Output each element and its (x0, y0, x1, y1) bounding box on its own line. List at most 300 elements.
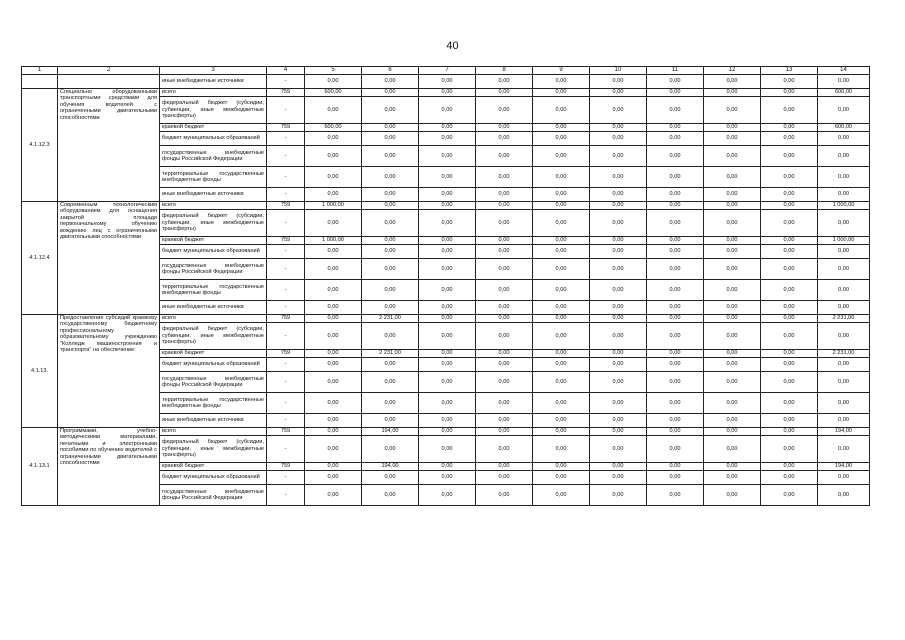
amount-cell: 0,00 (305, 414, 362, 428)
amount-cell: 0,00 (533, 372, 590, 393)
amount-cell: 0,00 (761, 463, 818, 471)
amount-cell: 0,00 (704, 132, 761, 146)
agency-code: - (267, 358, 305, 372)
amount-cell: 2 231,00 (362, 315, 419, 323)
amount-cell: 0,00 (647, 428, 704, 436)
amount-cell: 0,00 (761, 471, 818, 485)
amount-cell: 0,00 (533, 428, 590, 436)
funding-source: государственные внебюджетные фонды Российской Федерации (160, 485, 267, 506)
amount-cell: 0,00 (647, 463, 704, 471)
agency-code: 759 (267, 237, 305, 245)
amount-cell: 0,00 (761, 315, 818, 323)
amount-cell: 0,00 (761, 237, 818, 245)
amount-cell: 0,00 (590, 471, 647, 485)
amount-cell: 0,00 (419, 167, 476, 188)
funding-source: всего (160, 315, 267, 323)
amount-cell: 0,00 (419, 75, 476, 89)
amount-cell: 0,00 (419, 393, 476, 414)
amount-cell: 0,00 (476, 245, 533, 259)
amount-cell: 0,00 (362, 471, 419, 485)
amount-cell: 0,00 (533, 471, 590, 485)
amount-cell: 0,00 (533, 146, 590, 167)
amount-cell: 0,00 (362, 75, 419, 89)
agency-code: 759 (267, 350, 305, 358)
amount-cell: 0,00 (476, 132, 533, 146)
agency-code: - (267, 301, 305, 315)
amount-cell: 0,00 (761, 202, 818, 210)
amount-cell: 0,00 (362, 167, 419, 188)
amount-cell: 0,00 (590, 124, 647, 132)
column-number: 6 (362, 67, 419, 75)
amount-cell: 0,00 (704, 436, 761, 463)
amount-cell: 0,00 (647, 237, 704, 245)
amount-cell: 0,00 (647, 259, 704, 280)
amount-cell: 0,00 (647, 485, 704, 506)
amount-cell: 0,00 (362, 393, 419, 414)
funding-source: территориальные государственные внебюджетные фонды (160, 393, 267, 414)
item-code: 4.1.13.1 (22, 428, 58, 506)
column-number: 9 (533, 67, 590, 75)
table-row (22, 202, 870, 210)
funding-source: всего (160, 89, 267, 97)
amount-cell: 0,00 (419, 89, 476, 97)
amount-cell: 0,00 (533, 202, 590, 210)
amount-cell: 0,00 (533, 485, 590, 506)
column-number: 12 (704, 67, 761, 75)
funding-source: краевой бюджет (160, 124, 267, 132)
amount-cell: 0,00 (419, 146, 476, 167)
amount-cell: 0,00 (590, 245, 647, 259)
amount-cell: 0,00 (476, 350, 533, 358)
amount-cell: 0,00 (704, 259, 761, 280)
amount-cell: 0,00 (533, 301, 590, 315)
agency-code: - (267, 97, 305, 124)
amount-cell: 0,00 (647, 89, 704, 97)
funding-source: бюджет муниципальных образований (160, 245, 267, 259)
amount-cell: 0,00 (590, 358, 647, 372)
amount-cell: 0,00 (704, 237, 761, 245)
funding-source: иные внебюджетные источники (160, 188, 267, 202)
amount-cell: 0,00 (590, 414, 647, 428)
amount-cell: 0,00 (362, 97, 419, 124)
amount-cell: 0,00 (476, 436, 533, 463)
column-number: 11 (647, 67, 704, 75)
funding-source: территориальные государственные внебюджетные фонды (160, 280, 267, 301)
amount-cell: 0,00 (305, 75, 362, 89)
amount-cell: 0,00 (362, 146, 419, 167)
amount-cell: 0,00 (533, 210, 590, 237)
amount-cell: 0,00 (818, 97, 870, 124)
amount-cell: 0,00 (476, 259, 533, 280)
agency-code: - (267, 393, 305, 414)
amount-cell: 0,00 (761, 428, 818, 436)
agency-code: 759 (267, 428, 305, 436)
amount-cell: 0,00 (533, 350, 590, 358)
amount-cell: 0,00 (818, 414, 870, 428)
amount-cell: 0,00 (362, 414, 419, 428)
amount-cell: 0,00 (305, 259, 362, 280)
funding-source: бюджет муниципальных образований (160, 471, 267, 485)
funding-source: государственные внебюджетные фонды Российской Федерации (160, 372, 267, 393)
amount-cell: 0,00 (761, 350, 818, 358)
agency-code: 759 (267, 89, 305, 97)
amount-cell: 0,00 (647, 323, 704, 350)
amount-cell: 0,00 (704, 358, 761, 372)
amount-cell: 0,00 (761, 323, 818, 350)
amount-cell: 0,00 (590, 167, 647, 188)
amount-cell: 0,00 (704, 463, 761, 471)
agency-code: 759 (267, 202, 305, 210)
amount-cell: 0,00 (704, 97, 761, 124)
amount-cell: 0,00 (533, 393, 590, 414)
amount-cell: 0,00 (419, 436, 476, 463)
amount-cell: 0,00 (533, 259, 590, 280)
amount-cell: 0,00 (590, 485, 647, 506)
amount-cell: 0,00 (305, 210, 362, 237)
agency-code: 759 (267, 124, 305, 132)
amount-cell: 0,00 (761, 210, 818, 237)
amount-cell: 0,00 (476, 315, 533, 323)
agency-code: 759 (267, 463, 305, 471)
amount-cell: 0,00 (590, 132, 647, 146)
amount-cell: 0,00 (647, 280, 704, 301)
amount-cell: 0,00 (761, 280, 818, 301)
amount-cell: 600,00 (818, 124, 870, 132)
amount-cell: 0,00 (647, 436, 704, 463)
amount-cell: 0,00 (590, 436, 647, 463)
amount-cell: 0,00 (476, 202, 533, 210)
amount-cell: 0,00 (476, 414, 533, 428)
amount-cell: 0,00 (362, 280, 419, 301)
amount-cell: 0,00 (419, 315, 476, 323)
amount-cell: 0,00 (533, 237, 590, 245)
item-description: Современным технологическим оборудованием для оснащения закрытой площади первоначальному обучению вождению лиц с ограниченными двигательными способностями (58, 202, 160, 315)
amount-cell: 0,00 (419, 259, 476, 280)
amount-cell: 0,00 (476, 428, 533, 436)
amount-cell: 0,00 (704, 146, 761, 167)
amount-cell: 0,00 (419, 245, 476, 259)
amount-cell: 0,00 (818, 259, 870, 280)
amount-cell: 0,00 (419, 132, 476, 146)
amount-cell: 0,00 (362, 202, 419, 210)
amount-cell: 0,00 (419, 280, 476, 301)
funding-source: иные внебюджетные источники (160, 301, 267, 315)
amount-cell: 0,00 (419, 485, 476, 506)
amount-cell: 0,00 (704, 350, 761, 358)
amount-cell: 0,00 (305, 188, 362, 202)
table-row (22, 428, 870, 436)
amount-cell: 0,00 (704, 280, 761, 301)
amount-cell: 0,00 (362, 132, 419, 146)
agency-code: - (267, 471, 305, 485)
amount-cell: 0,00 (533, 463, 590, 471)
amount-cell: 0,00 (590, 210, 647, 237)
amount-cell: 0,00 (476, 485, 533, 506)
amount-cell: 0,00 (362, 485, 419, 506)
amount-cell: 0,00 (419, 124, 476, 132)
amount-cell: 0,00 (590, 237, 647, 245)
funding-source: краевой бюджет (160, 463, 267, 471)
amount-cell: 0,00 (761, 301, 818, 315)
agency-code: - (267, 146, 305, 167)
amount-cell: 0,00 (647, 202, 704, 210)
amount-cell: 0,00 (761, 259, 818, 280)
amount-cell: 0,00 (533, 124, 590, 132)
amount-cell: 0,00 (533, 75, 590, 89)
amount-cell: 0,00 (590, 393, 647, 414)
amount-cell: 0,00 (476, 124, 533, 132)
funding-source: территориальные государственные внебюджетные фонды (160, 167, 267, 188)
amount-cell: 0,00 (419, 350, 476, 358)
amount-cell: 0,00 (590, 323, 647, 350)
amount-cell: 0,00 (362, 188, 419, 202)
amount-cell: 0,00 (533, 436, 590, 463)
item-code: 4.1.12.4 (22, 202, 58, 315)
amount-cell: 2 231,00 (818, 315, 870, 323)
item-description: Предоставление субсидий краевому государственному бюджетному профессиональному образовательному учреждению "Колледж машиностроения и транспорта" на обеспечение: (58, 315, 160, 428)
amount-cell: 0,00 (647, 393, 704, 414)
amount-cell: 0,00 (818, 358, 870, 372)
amount-cell: 0,00 (419, 210, 476, 237)
amount-cell: 0,00 (704, 167, 761, 188)
amount-cell: 0,00 (647, 132, 704, 146)
amount-cell: 0,00 (476, 167, 533, 188)
amount-cell: 0,00 (305, 132, 362, 146)
amount-cell: 0,00 (305, 301, 362, 315)
amount-cell: 600,00 (305, 124, 362, 132)
item-description: Программами, учебно-методическими материалами, печатными и электронными пособиями по обучению водителей с ограниченными двигательными способностями (58, 428, 160, 506)
item-code (22, 75, 58, 89)
agency-code: - (267, 75, 305, 89)
amount-cell: 0,00 (647, 75, 704, 89)
amount-cell: 0,00 (818, 393, 870, 414)
funding-source: бюджет муниципальных образований (160, 132, 267, 146)
amount-cell: 2 231,00 (818, 350, 870, 358)
funding-source: государственные внебюджетные фонды Российской Федерации (160, 259, 267, 280)
amount-cell: 0,00 (590, 372, 647, 393)
amount-cell: 0,00 (362, 89, 419, 97)
amount-cell: 0,00 (704, 485, 761, 506)
agency-code: - (267, 210, 305, 237)
amount-cell: 0,00 (419, 372, 476, 393)
amount-cell: 1 000,00 (818, 237, 870, 245)
amount-cell: 0,00 (818, 146, 870, 167)
page-number: 40 (446, 40, 459, 52)
funding-source: бюджет муниципальных образований (160, 358, 267, 372)
amount-cell: 0,00 (590, 146, 647, 167)
amount-cell: 0,00 (419, 358, 476, 372)
funding-source: федеральный бюджет (субсидии, субвенции, иные межбюджетные трансферты) (160, 210, 267, 237)
amount-cell: 0,00 (818, 485, 870, 506)
amount-cell: 0,00 (818, 436, 870, 463)
item-code: 4.1.12.3 (22, 89, 58, 202)
agency-code: - (267, 436, 305, 463)
amount-cell: 194,00 (818, 428, 870, 436)
amount-cell: 194,00 (362, 463, 419, 471)
amount-cell: 0,00 (761, 75, 818, 89)
table-row (22, 315, 870, 323)
item-description: Специально оборудованными транспортными средствами для обучения водителей с ограниченными двигательными способностями (58, 89, 160, 202)
amount-cell: 0,00 (305, 350, 362, 358)
amount-cell: 0,00 (704, 323, 761, 350)
amount-cell: 0,00 (761, 372, 818, 393)
agency-code: - (267, 280, 305, 301)
funding-source: федеральный бюджет (субсидии, субвенции, иные межбюджетные трансферты) (160, 97, 267, 124)
amount-cell: 0,00 (704, 301, 761, 315)
amount-cell: 0,00 (305, 358, 362, 372)
amount-cell: 0,00 (362, 436, 419, 463)
amount-cell: 0,00 (533, 323, 590, 350)
amount-cell: 0,00 (704, 393, 761, 414)
amount-cell: 0,00 (476, 188, 533, 202)
amount-cell: 0,00 (419, 97, 476, 124)
column-number-row (22, 67, 870, 75)
amount-cell: 0,00 (647, 471, 704, 485)
amount-cell: 0,00 (818, 471, 870, 485)
amount-cell: 0,00 (419, 323, 476, 350)
funding-source: краевой бюджет (160, 237, 267, 245)
amount-cell: 0,00 (362, 237, 419, 245)
amount-cell: 0,00 (761, 436, 818, 463)
agency-code: - (267, 245, 305, 259)
amount-cell: 0,00 (476, 210, 533, 237)
amount-cell: 0,00 (419, 463, 476, 471)
funding-source: федеральный бюджет (субсидии, субвенции, иные межбюджетные трансферты) (160, 323, 267, 350)
column-number: 2 (58, 67, 160, 75)
amount-cell: 0,00 (647, 97, 704, 124)
amount-cell: 0,00 (761, 245, 818, 259)
amount-cell: 0,00 (818, 132, 870, 146)
column-number: 7 (419, 67, 476, 75)
amount-cell: 0,00 (362, 245, 419, 259)
amount-cell: 0,00 (647, 167, 704, 188)
amount-cell: 0,00 (305, 280, 362, 301)
amount-cell: 0,00 (590, 350, 647, 358)
amount-cell: 0,00 (533, 414, 590, 428)
amount-cell: 0,00 (305, 436, 362, 463)
amount-cell: 0,00 (476, 372, 533, 393)
amount-cell: 0,00 (704, 471, 761, 485)
agency-code: - (267, 485, 305, 506)
budget-table (21, 66, 870, 506)
column-number: 10 (590, 67, 647, 75)
amount-cell: 0,00 (761, 358, 818, 372)
agency-code: - (267, 372, 305, 393)
amount-cell: 0,00 (590, 202, 647, 210)
amount-cell: 0,00 (476, 393, 533, 414)
amount-cell: 0,00 (362, 301, 419, 315)
amount-cell: 0,00 (419, 188, 476, 202)
amount-cell: 0,00 (476, 280, 533, 301)
amount-cell: 0,00 (590, 301, 647, 315)
column-number: 5 (305, 67, 362, 75)
amount-cell: 194,00 (818, 463, 870, 471)
table-row (22, 89, 870, 97)
amount-cell: 0,00 (704, 428, 761, 436)
amount-cell: 0,00 (419, 428, 476, 436)
amount-cell: 0,00 (305, 485, 362, 506)
amount-cell: 600,00 (305, 89, 362, 97)
amount-cell: 0,00 (590, 428, 647, 436)
amount-cell: 0,00 (590, 315, 647, 323)
funding-source: государственные внебюджетные фонды Российской Федерации (160, 146, 267, 167)
amount-cell: 0,00 (704, 414, 761, 428)
amount-cell: 0,00 (704, 75, 761, 89)
funding-source: всего (160, 202, 267, 210)
amount-cell: 0,00 (590, 463, 647, 471)
amount-cell: 0,00 (533, 132, 590, 146)
amount-cell: 0,00 (818, 301, 870, 315)
amount-cell: 0,00 (818, 323, 870, 350)
amount-cell: 0,00 (761, 485, 818, 506)
amount-cell: 0,00 (362, 323, 419, 350)
amount-cell: 0,00 (704, 124, 761, 132)
amount-cell: 0,00 (533, 358, 590, 372)
agency-code: - (267, 259, 305, 280)
amount-cell: 0,00 (476, 301, 533, 315)
column-number: 13 (761, 67, 818, 75)
amount-cell: 0,00 (647, 315, 704, 323)
amount-cell: 0,00 (419, 471, 476, 485)
amount-cell: 0,00 (305, 146, 362, 167)
amount-cell: 0,00 (818, 167, 870, 188)
amount-cell: 0,00 (362, 372, 419, 393)
amount-cell: 0,00 (476, 358, 533, 372)
amount-cell: 1 000,00 (305, 237, 362, 245)
amount-cell: 0,00 (761, 132, 818, 146)
amount-cell: 0,00 (533, 188, 590, 202)
amount-cell: 0,00 (761, 89, 818, 97)
amount-cell: 0,00 (590, 89, 647, 97)
amount-cell: 0,00 (647, 188, 704, 202)
amount-cell: 0,00 (533, 89, 590, 97)
column-number: 14 (818, 67, 870, 75)
amount-cell: 1 000,00 (305, 202, 362, 210)
amount-cell: 0,00 (647, 146, 704, 167)
amount-cell: 0,00 (647, 414, 704, 428)
amount-cell: 0,00 (761, 393, 818, 414)
column-number: 1 (22, 67, 58, 75)
funding-source: краевой бюджет (160, 350, 267, 358)
amount-cell: 0,00 (305, 315, 362, 323)
agency-code: - (267, 188, 305, 202)
amount-cell: 0,00 (476, 323, 533, 350)
amount-cell: 0,00 (362, 210, 419, 237)
amount-cell: 600,00 (818, 89, 870, 97)
agency-code: 759 (267, 315, 305, 323)
amount-cell: 0,00 (533, 167, 590, 188)
amount-cell: 194,00 (362, 428, 419, 436)
amount-cell: 0,00 (761, 188, 818, 202)
amount-cell: 0,00 (305, 167, 362, 188)
amount-cell: 0,00 (419, 202, 476, 210)
amount-cell: 0,00 (476, 237, 533, 245)
amount-cell: 0,00 (533, 97, 590, 124)
amount-cell: 0,00 (761, 414, 818, 428)
amount-cell: 0,00 (761, 146, 818, 167)
amount-cell: 0,00 (704, 315, 761, 323)
table-body (22, 75, 870, 506)
amount-cell: 0,00 (533, 280, 590, 301)
amount-cell: 0,00 (647, 372, 704, 393)
amount-cell: 2 231,00 (362, 350, 419, 358)
amount-cell: 0,00 (647, 358, 704, 372)
amount-cell: 0,00 (761, 97, 818, 124)
amount-cell: 0,00 (476, 146, 533, 167)
amount-cell: 0,00 (647, 245, 704, 259)
table-row (22, 75, 870, 89)
amount-cell: 0,00 (647, 210, 704, 237)
